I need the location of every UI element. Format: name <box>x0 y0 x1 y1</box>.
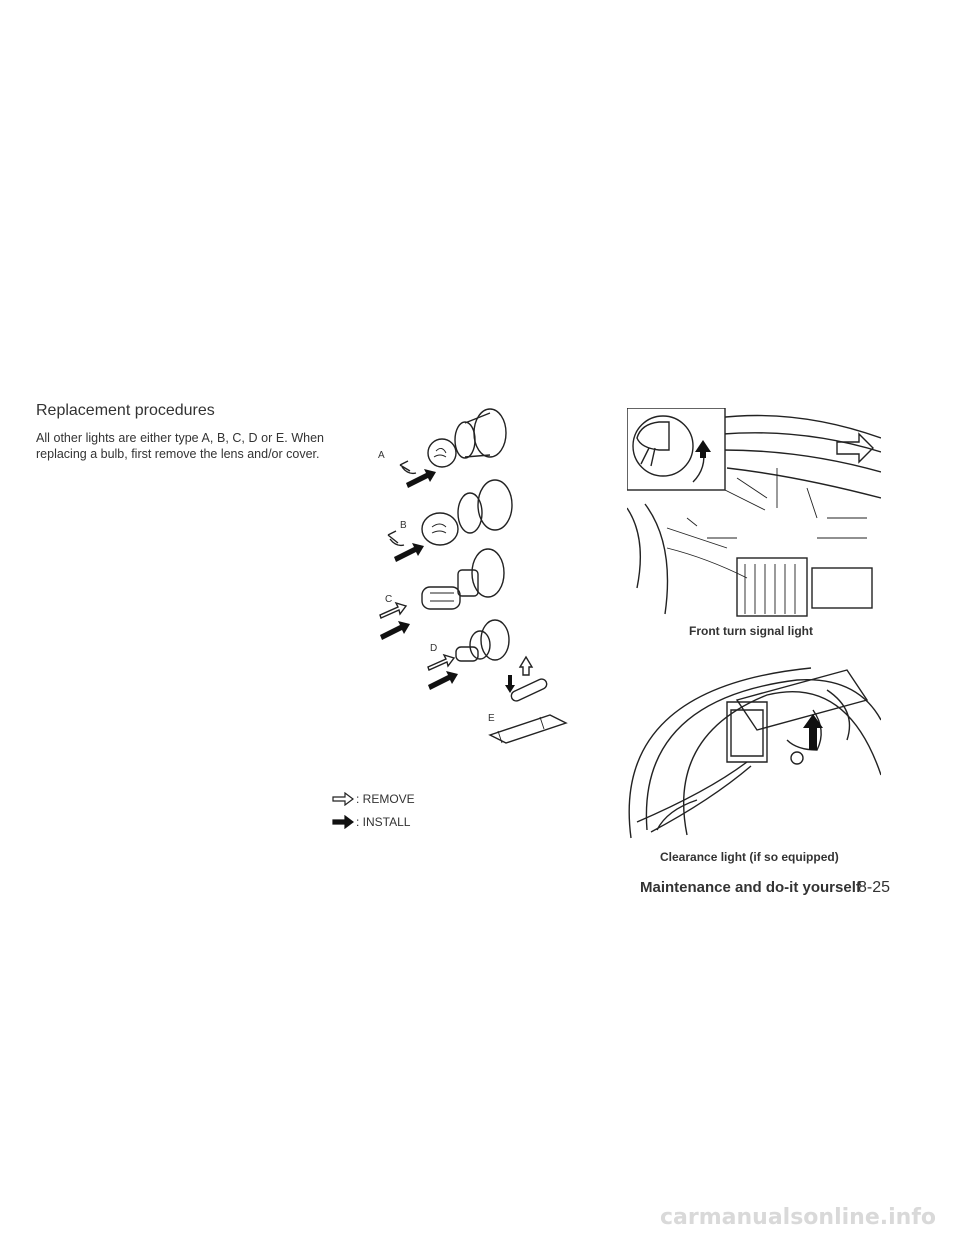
bulb-c-illustration <box>422 549 504 609</box>
front-turn-signal-figure <box>627 408 881 618</box>
footer-section-name: Maintenance and do-it yourself <box>640 879 861 896</box>
legend-remove <box>332 792 415 806</box>
section-heading: Replacement procedures <box>36 402 215 419</box>
clearance-light-caption: Clearance light (if so equipped) <box>660 850 839 864</box>
bulb-label-a: A <box>378 450 385 461</box>
remove-arrow-icon <box>380 603 406 618</box>
legend-remove-label: : REMOVE <box>356 792 415 806</box>
remove-arrow-icon <box>388 531 404 545</box>
bulb-label-d: D <box>430 643 438 654</box>
section-body-text: All other lights are either type A, B, C, D or E. When replacing a bulb, first remove the lens and/or cover. <box>36 431 324 461</box>
bulb-types-diagram <box>370 405 585 750</box>
install-arrow-icon <box>380 621 410 640</box>
bulb-d-illustration <box>456 620 509 661</box>
remove-arrow-icon <box>332 792 354 806</box>
install-arrow-icon <box>428 671 458 690</box>
remove-arrow-icon <box>400 461 416 473</box>
clearance-light-figure <box>627 660 881 840</box>
remove-arrow-icon <box>428 655 454 670</box>
watermark: carmanualsonline.info <box>660 1205 936 1230</box>
legend-install <box>332 815 410 829</box>
legend-install-label: : INSTALL <box>356 815 411 829</box>
bulb-label-e: E <box>488 713 495 724</box>
bulb-e-illustration <box>490 657 566 743</box>
bulb-label-b: B <box>400 520 407 531</box>
bulb-label-c: C <box>385 594 393 605</box>
bulb-b-illustration <box>422 480 512 545</box>
install-arrow-icon <box>332 815 354 829</box>
bulb-a-illustration <box>428 409 506 467</box>
install-arrow-icon <box>406 469 436 488</box>
footer-page-number: 8-25 <box>858 879 891 896</box>
front-turn-signal-caption: Front turn signal light <box>689 624 813 638</box>
